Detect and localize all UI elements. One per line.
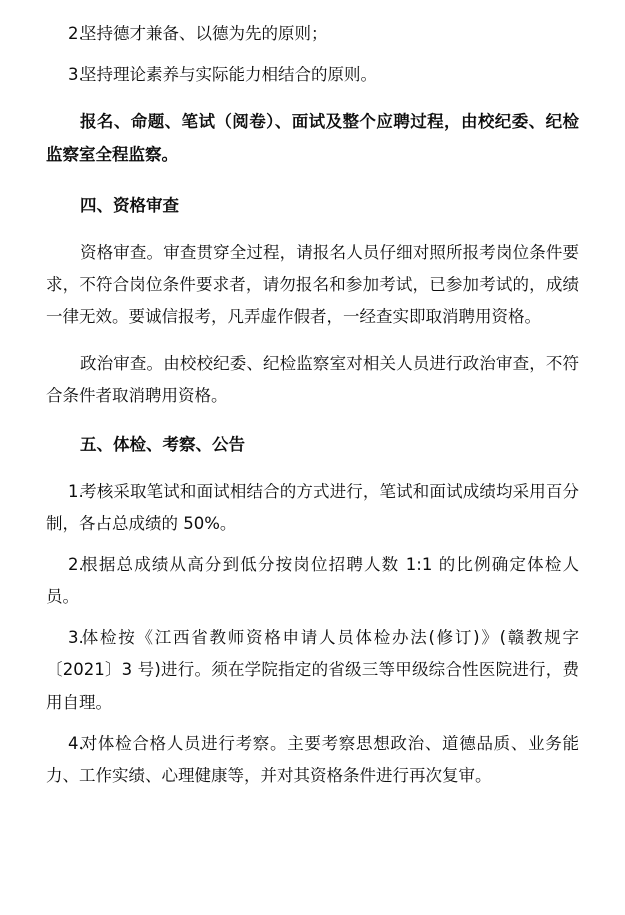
list-item [46,18,579,50]
section-heading-four: 四、资格审查 [80,195,179,215]
list-item-marker: 2. [68,554,84,574]
list-item-text: 对体检合格人员进行考察。主要考察思想政治、道德品质、业务能力、工作实绩、心理健康等，并对其资格条件进行再次复审。 [46,733,579,785]
list-item-text: 体检按《江西省教师资格申请人员体检办法(修订)》(赣教规字〔2021〕3 号)进行。须在学院指定的省级三等甲级综合性医院进行，费用自理。 [46,628,579,712]
list-item-marker: 3. [68,65,84,85]
list-item-marker: 4. [68,733,84,753]
list-item [46,549,579,613]
list-item-text: 坚持德才兼备、以德为先的原则； [80,24,328,43]
list-item [46,728,579,792]
section-four-paragraph-1: 资格审查。审查贯穿全过程，请报名人员仔细对照所报考岗位条件要求，不符合岗位条件要求者，请勿报名和参加考试，已参加考试的，成绩一律无效。要诚信报考，凡弄虚作假者，一经查实即取消聘用资格。 [46,242,579,327]
list-item-marker: 1. [68,481,84,501]
list-item-text: 考核采取笔试和面试相结合的方式进行，笔试和面试成绩均采用百分制，各占总成绩的 50%。 [46,481,579,533]
section-four-paragraph-2: 政治审查。由校校纪委、纪检监察室对相关人员进行政治审查，不符合条件者取消聘用资格。 [46,354,579,406]
list-item [46,59,579,91]
bold-notice-paragraph: 报名、命题、笔试（阅卷）、面试及整个应聘过程，由校纪委、纪检监察室全程监察。 [46,112,579,164]
list-item [46,476,579,540]
list-item-text: 坚持理论素养与实际能力相结合的原则。 [80,65,377,85]
list-item-text: 根据总成绩从高分到低分按岗位招聘人数 1:1 的比例确定体检人员。 [46,554,579,607]
list-item [46,622,579,719]
list-item-marker: 2. [68,24,84,43]
list-item-marker: 3. [68,628,84,648]
section-heading-five: 五、体检、考察、公告 [80,434,245,454]
